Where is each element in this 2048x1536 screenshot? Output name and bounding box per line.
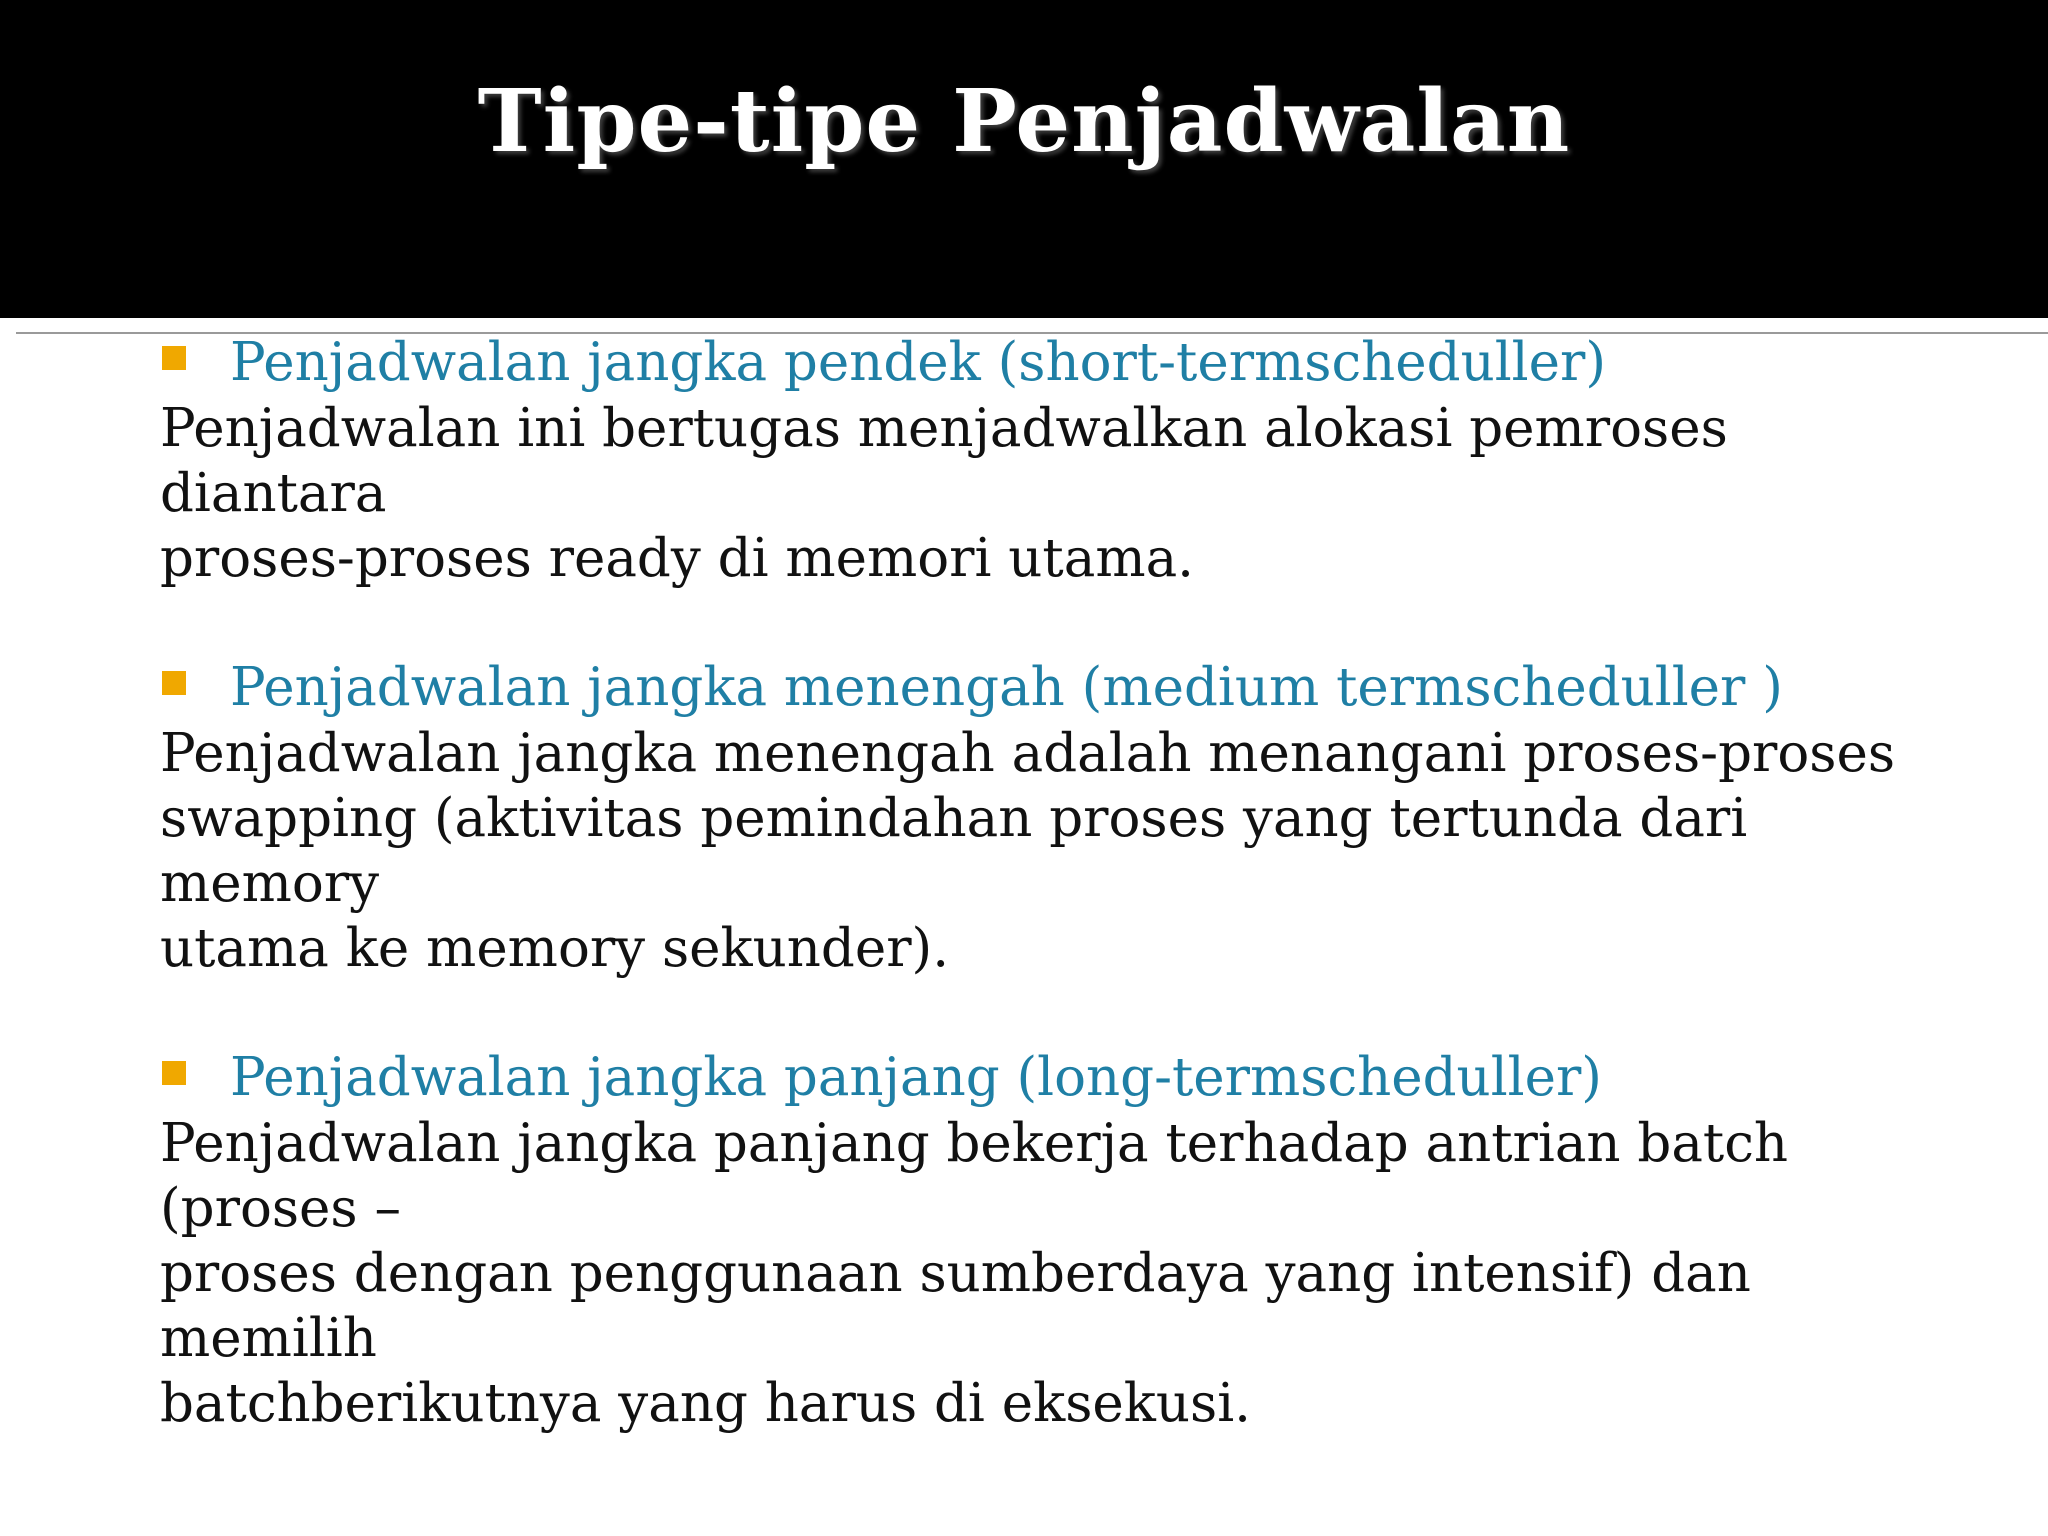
square-bullet-icon <box>162 671 186 695</box>
item-description <box>160 721 1960 981</box>
slide-title: Tipe-tipe Penjadwalan <box>477 71 1571 172</box>
description-line: proses-proses ready di memori utama. <box>160 528 1195 589</box>
item-heading-text: Penjadwalan jangka panjang (long-termscheduller) <box>230 1047 1602 1108</box>
description-line: batchberikutnya yang harus di eksekusi. <box>160 1373 1252 1434</box>
description-line: Penjadwalan jangka panjang bekerja terhadap antrian batch (proses – <box>160 1113 1789 1239</box>
item-heading <box>160 655 1960 721</box>
item-description <box>160 1111 1960 1436</box>
slide-content <box>160 330 1960 1436</box>
description-line: utama ke memory sekunder). <box>160 918 950 979</box>
list-item-long-term <box>160 1045 1960 1436</box>
square-bullet-icon <box>162 1061 186 1085</box>
item-description <box>160 396 1960 591</box>
square-bullet-icon <box>162 346 186 370</box>
description-line: proses dengan penggunaan sumberdaya yang intensif) dan memilih <box>160 1243 1751 1369</box>
title-bar <box>0 0 2048 318</box>
description-line: Penjadwalan jangka menengah adalah menangani proses-proses <box>160 723 1896 784</box>
item-heading <box>160 1045 1960 1111</box>
list-item-medium-term <box>160 655 1960 981</box>
list-item-short-term <box>160 330 1960 591</box>
description-line: swapping (aktivitas pemindahan proses yang tertunda dari memory <box>160 788 1748 914</box>
item-heading <box>160 330 1960 396</box>
item-heading-text: Penjadwalan jangka menengah (medium termscheduller ) <box>230 657 1783 718</box>
description-line: Penjadwalan ini bertugas menjadwalkan alokasi pemroses diantara <box>160 398 1728 524</box>
item-heading-text: Penjadwalan jangka pendek (short-termscheduller) <box>230 332 1607 393</box>
